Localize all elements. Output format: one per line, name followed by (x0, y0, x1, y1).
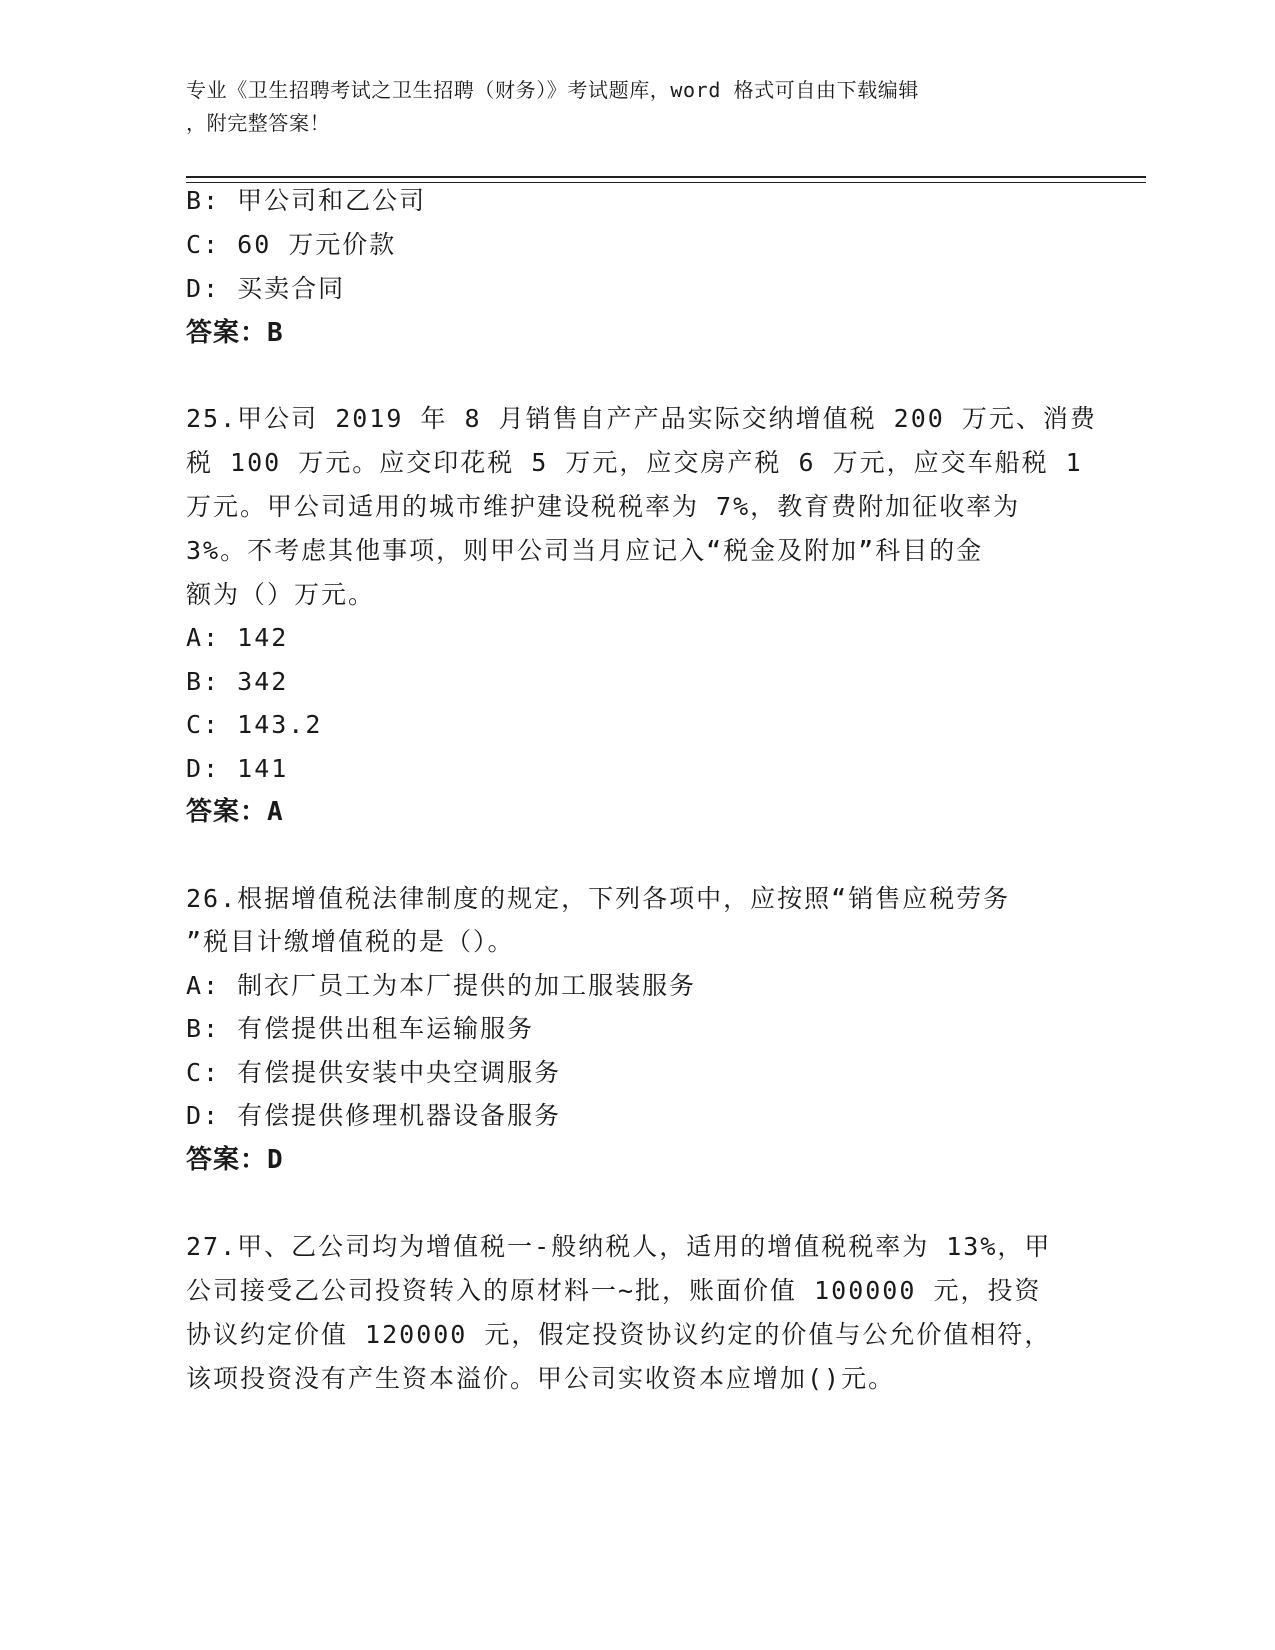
q26-option-d: D: 有偿提供修理机器设备服务 (186, 1101, 562, 1130)
q26-stem-line-2: ”税目计缴增值税的是（）。 (186, 927, 515, 956)
q25-stem-line-4: 3%。不考虑其他事项，则甲公司当月应记入“税金及附加”科目的金 (186, 536, 984, 565)
q24-answer: 答案：B (186, 318, 284, 348)
q26-answer: 答案：D (186, 1145, 284, 1175)
q26-option-b: B: 有偿提供出租车运输服务 (186, 1014, 535, 1043)
header-line-2: ，附完整答案！ (186, 111, 331, 135)
q25-option-d: D: 141 (186, 754, 289, 783)
q24-option-c: C: 60 万元价款 (186, 230, 397, 259)
q25-stem-line-5: 额为（）万元。 (186, 580, 376, 609)
header-divider-thin (186, 182, 1146, 183)
q24-option-d: D: 买卖合同 (186, 274, 346, 303)
q25-stem-line-1: 25.甲公司 2019 年 8 月销售自产产品实际交纳增值税 200 万元、消费 (186, 404, 1097, 433)
q25-stem-line-2: 税 100 万元。应交印花税 5 万元，应交房产税 6 万元，应交车船税 1 (186, 448, 1083, 477)
q25-stem-line-3: 万元。甲公司适用的城市维护建设税税率为 7%，教育费附加征收率为 (186, 492, 1021, 521)
q25-answer: 答案：A (186, 797, 284, 827)
q27-stem-line-1: 27.甲、乙公司均为增值税一-般纳税人，适用的增值税税率为 13%，甲 (186, 1232, 1052, 1261)
q26-option-a: A: 制衣厂员工为本厂提供的加工服装服务 (186, 971, 697, 1000)
q26-stem-line-1: 26.根据增值税法律制度的规定，下列各项中，应按照“销售应税劳务 (186, 884, 1011, 913)
q24-option-b: B: 甲公司和乙公司 (186, 186, 427, 215)
q25-option-b: B: 342 (186, 667, 289, 696)
q25-option-a: A: 142 (186, 623, 289, 652)
q27-stem-line-2: 公司接受乙公司投资转入的原材料一~批，账面价值 100000 元，投资 (186, 1276, 1042, 1305)
document-header (186, 74, 1086, 140)
header-divider-thick (186, 176, 1146, 178)
q26-option-c: C: 有偿提供安装中央空调服务 (186, 1058, 562, 1087)
header-line-1: 专业《卫生招聘考试之卫生招聘（财务）》考试题库，word 格式可自由下载编辑 (186, 78, 920, 102)
q27-stem-line-4: 该项投资没有产生资本溢价。甲公司实收资本应增加()元。 (186, 1364, 896, 1393)
q25-option-c: C: 143.2 (186, 710, 323, 739)
q27-stem-line-3: 协议约定价值 120000 元，假定投资协议约定的价值与公允价值相符， (186, 1320, 1052, 1349)
